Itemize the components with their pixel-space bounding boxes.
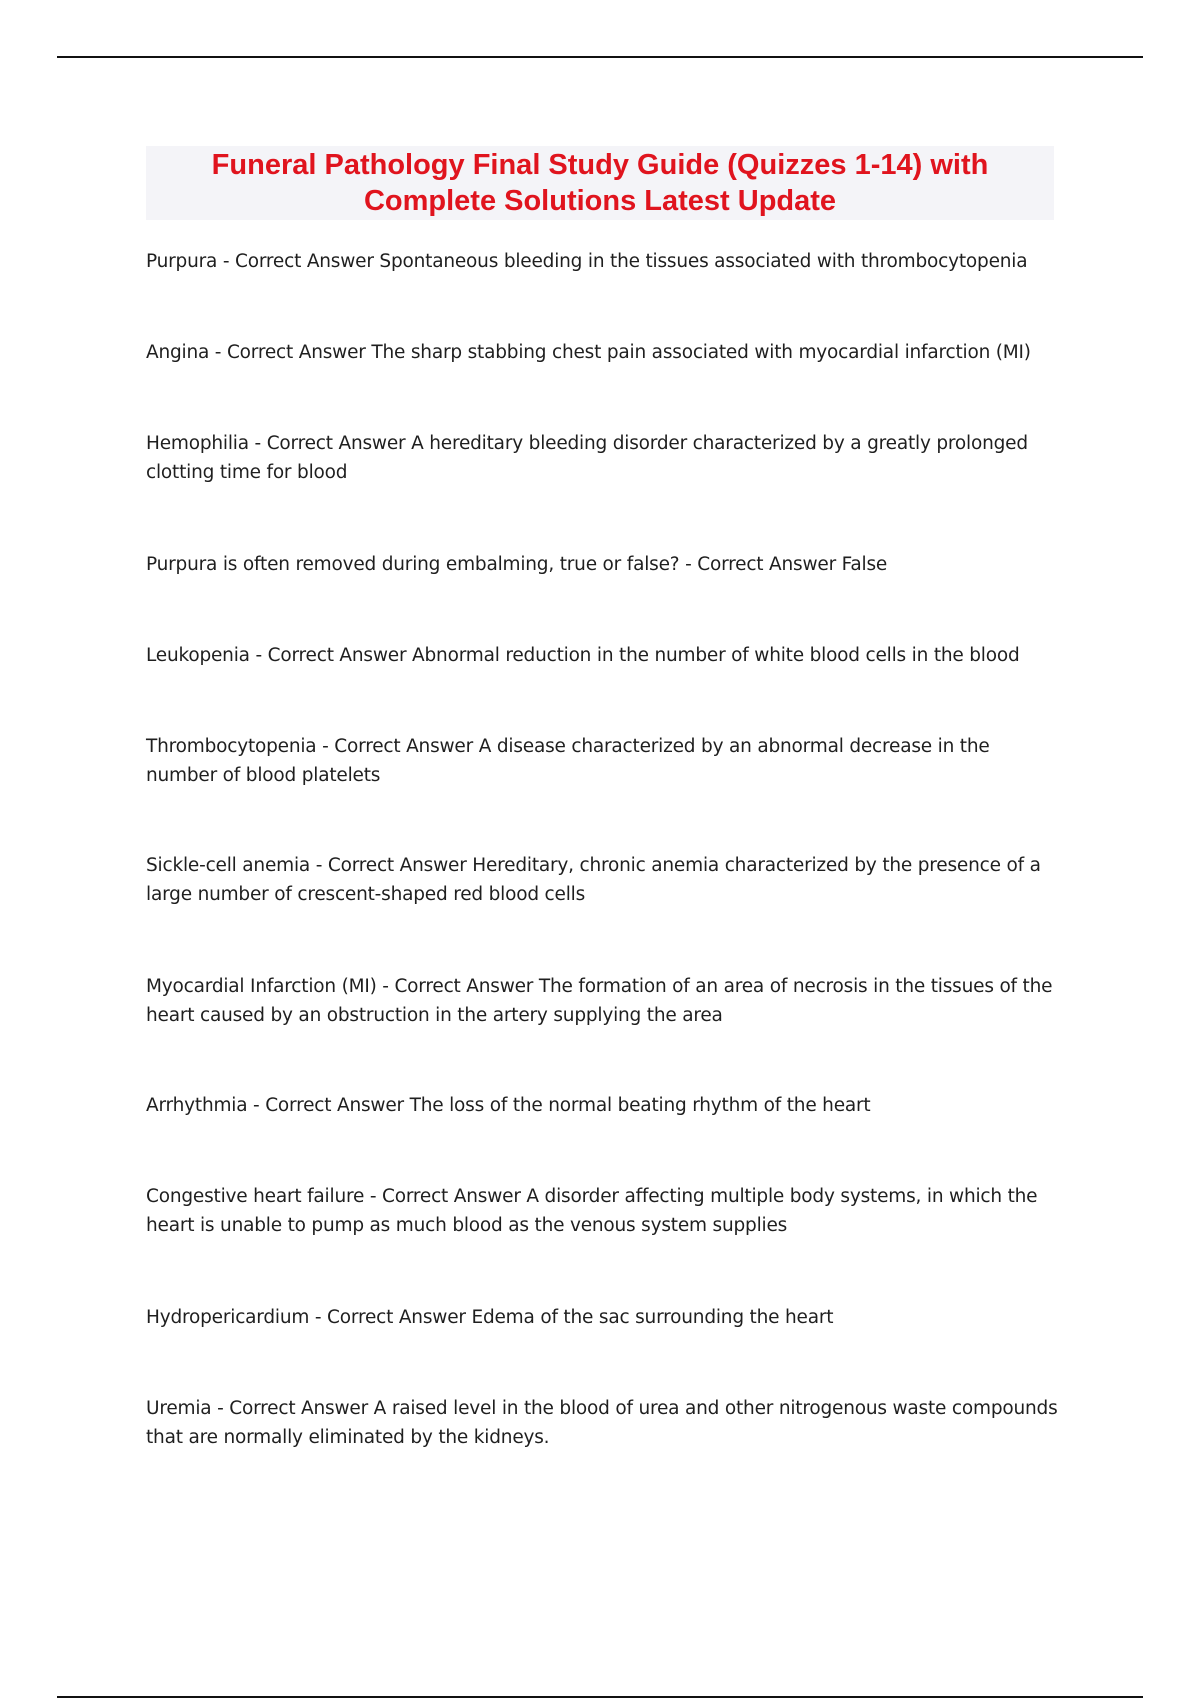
- entry-arrhythmia: Arrhythmia - Correct Answer The loss of the normal beating rhythm of the heart: [146, 1095, 871, 1116]
- document-title: Funeral Pathology Final Study Guide (Quizzes 1-14) with Complete Solutions Latest Update: [211, 149, 989, 217]
- entry-thrombocytopenia: Thrombocytopenia - Correct Answer A disease characterized by an abnormal decrease in the number of blood platelets: [146, 736, 990, 786]
- entry-leukopenia: Leukopenia - Correct Answer Abnormal reduction in the number of white blood cells in the blood: [146, 645, 1020, 666]
- entry-purpura: Purpura - Correct Answer Spontaneous bleeding in the tissues associated with thrombocytopenia: [146, 251, 1028, 272]
- entry-angina: Angina - Correct Answer The sharp stabbing chest pain associated with myocardial infarction (MI): [146, 342, 1031, 363]
- entry-uremia: Uremia - Correct Answer A raised level in the blood of urea and other nitrogenous waste compounds that are normally eliminated by the kidneys.: [146, 1398, 1058, 1448]
- entry-myocardial-infarction: Myocardial Infarction (MI) - Correct Answer The formation of an area of necrosis in the tissues of the heart caused by an obstruction in the artery supplying the area: [146, 976, 1053, 1026]
- bottom-rule: [57, 1696, 1143, 1698]
- entry-purpura-embalming: Purpura is often removed during embalming, true or false? - Correct Answer False: [146, 554, 888, 575]
- entry-hemophilia: Hemophilia - Correct Answer A hereditary bleeding disorder characterized by a greatly prolonged clotting time for blood: [146, 433, 1028, 483]
- entry-congestive-heart-failure: Congestive heart failure - Correct Answer A disorder affecting multiple body systems, in which the heart is unable to pump as much blood as the venous system supplies: [146, 1186, 1038, 1236]
- entry-sickle-cell-anemia: Sickle-cell anemia - Correct Answer Hereditary, chronic anemia characterized by the presence of a large number of crescent-shaped red blood cells: [146, 855, 1041, 905]
- entry-hydropericardium: Hydropericardium - Correct Answer Edema of the sac surrounding the heart: [146, 1307, 834, 1328]
- title-banner: [146, 146, 1054, 220]
- top-rule: [57, 56, 1143, 58]
